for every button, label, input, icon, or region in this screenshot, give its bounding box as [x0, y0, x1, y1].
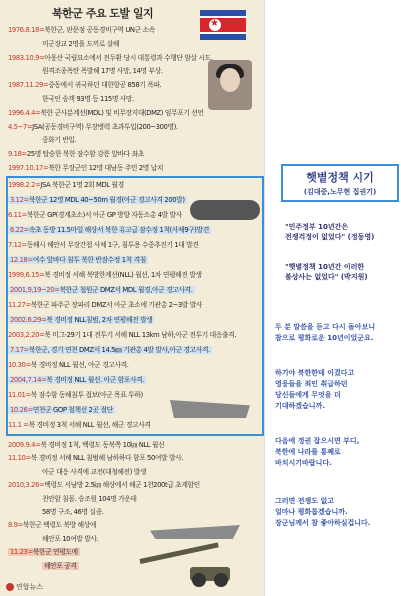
commentary-3 — [275, 436, 400, 469]
timeline-entry — [8, 81, 161, 90]
entry-date: 1998.2.2= — [8, 181, 41, 189]
entry-text: 원격조종폭탄 폭발해 17명 사망, 14명 부상. — [42, 67, 163, 76]
entry-text: 북한군 파주군 장파리 DMZ서 아군 초소에 기관총 2~3발 발사 — [30, 301, 203, 309]
entry-text: 북한군 12명 MDL 40~50m 월경(아군 경고사격 200발) — [28, 196, 185, 204]
north-korea-flag-icon: ★ — [200, 10, 246, 40]
commentary-2 — [275, 368, 400, 412]
commentary-line: 영웅들을 죄인 취급하던 — [275, 380, 348, 388]
timeline-entry — [42, 508, 104, 517]
entry-date: 1987.11.29= — [8, 81, 49, 90]
entry-text: 북 경비정 1척, 백령도 동북쪽 10㎞ NLL 월선 — [40, 441, 165, 449]
artillery-image — [140, 555, 250, 585]
entry-text: 여수 앞바다 침투 북한 반잠수정 1척 격침 — [32, 256, 146, 264]
entry-date: 11.27= — [8, 301, 31, 309]
commentary-panel — [265, 0, 401, 596]
entry-date: 4.5~7= — [8, 122, 33, 131]
timeline-entry — [8, 211, 182, 220]
entry-date: 2010,3.26= — [8, 481, 45, 490]
timeline-entry — [8, 481, 200, 490]
entry-text: 북한 군사분계선(MDL) 및 비무장지대(DMZ) 임무포기 선언 — [40, 108, 204, 117]
quote-chung — [285, 222, 401, 242]
entry-text: 북 경비정 NLL 월선. 아군 함포사격. — [46, 376, 145, 384]
commentary-line: 바치시기바랍니다. — [275, 459, 332, 467]
timeline-entry — [8, 150, 144, 159]
entry-text: 아웅산 국립묘소에서 전두환 당시 대통령과 수행단 암살 시도. — [44, 53, 213, 62]
entry-text: 북 경비정 서해 북방한계선(NLL) 월선, 1차 연평해전 발생 — [44, 271, 202, 279]
timeline-entry — [42, 95, 134, 104]
timeline-entry — [8, 301, 202, 310]
entry-date: 1996.4.4= — [8, 108, 41, 117]
timeline-entry — [8, 109, 204, 118]
commentary-line: 하기야 북한한테 이겼다고 — [275, 369, 355, 377]
timeline-entry — [42, 562, 79, 571]
quote-line: 전쟁걱정이 없었다" (정동영) — [285, 233, 375, 241]
commentary-line: 장군님께서 참 좋아하실겁니다. — [275, 519, 371, 527]
entry-text: 해안포 10여발 발사. — [42, 534, 99, 543]
entry-date: 2003,2.20= — [8, 331, 45, 339]
entry-text: 북한군 연평도에 — [32, 548, 78, 557]
portrait-image — [208, 60, 252, 110]
timeline-entry — [8, 316, 154, 325]
entry-date: 9.18= — [8, 150, 27, 159]
entry-date: 1983.10.9= — [8, 53, 45, 62]
entry-date: 2001,9,19~20= — [10, 286, 60, 294]
timeline-entry — [8, 391, 143, 400]
timeline-entry — [8, 271, 202, 280]
timeline-entry — [8, 521, 96, 530]
quote-line: "민주정부 10년간은 — [285, 223, 349, 231]
panel-title: 햇볕정책 시기 — [306, 171, 374, 184]
entry-date: 10.26= — [10, 406, 33, 414]
entry-text: 중화기 반입. — [42, 136, 77, 145]
entry-date: 6.11= — [8, 211, 27, 219]
entry-text: 아군 대응 사격에 교전(대청해전) 발생 — [42, 467, 147, 476]
entry-text: 북한 무장군인 12명 대남동 주민 2명 납치 — [48, 164, 164, 172]
timeline-entry — [8, 454, 183, 463]
entry-date: 11.23= — [10, 548, 33, 557]
entry-text: 북 경비정 NLL침범, 2차 연평해전 발생 — [46, 316, 153, 324]
entry-text: 북한군 GP(경계초소)서 아군 GP 방향 자동소총 4발 발사 — [26, 211, 182, 219]
entry-text: 북 경비정 NLL 월선, 아군 경고사격. — [30, 361, 129, 369]
commentary-1 — [275, 322, 400, 344]
commentary-line: 다음에 정권 잡으시면 부디, — [275, 437, 360, 445]
entry-text: 북한군 백령도 북방 해상에 — [22, 521, 97, 530]
timeline-entry — [42, 495, 137, 504]
timeline-entry — [8, 256, 148, 265]
timeline-entry — [8, 376, 146, 385]
entry-text: 해안포 공격 — [44, 561, 77, 570]
timeline-entry — [42, 40, 119, 49]
entry-text: 북 미그-29기 1대 전투기 서해 NLL 13km 남하,아군 전투기 대응출격. — [44, 331, 237, 339]
entry-date: 1976.8.18= — [8, 26, 45, 34]
commentary-line: 기대하겠습니까. — [275, 402, 325, 410]
panel-subtitle: (김대중,노무현 집권기) — [303, 188, 377, 196]
entry-date: 7.12= — [8, 241, 27, 249]
entry-date: 8.9= — [8, 521, 23, 530]
infographic-title: 북한군 주요 도발 일지 — [52, 7, 154, 20]
entry-date: 2009.9.4= — [8, 441, 41, 449]
entry-text: 연천군 GOP 철책선 2곳 절단 — [32, 406, 113, 414]
entry-text: 북한군 철원군 DMZ서 MDL 월경,아군 경고사격. — [59, 286, 193, 294]
timeline-entry — [8, 226, 211, 235]
entry-text: 북한군, 판문점 공동경비구역 UN군 소속 — [44, 26, 155, 34]
yonhap-logo: 연합뉴스 — [6, 582, 43, 592]
timeline-entry — [8, 331, 236, 340]
entry-text: 한국인 승객 93명 등 115명 사망. — [42, 95, 134, 103]
commentary-line: 북한에 나라를 통째로 — [275, 448, 341, 456]
timeline-entry — [8, 441, 164, 450]
timeline-entry — [8, 421, 151, 430]
timeline-entry — [8, 26, 155, 35]
commentary-4 — [275, 496, 400, 529]
entry-text: 북 잠수함 동해침투 접보(아군 목표 투하) — [30, 391, 143, 399]
quote-line: 불상사는 없었다" (박지원) — [285, 273, 368, 281]
quote-line: "햇볕정책 10년간 이러한 — [285, 263, 365, 271]
warship-image — [150, 525, 240, 539]
entry-date: 10.30= — [8, 361, 31, 369]
timeline-entry — [42, 468, 146, 477]
entry-text: 북한군, 경기 연천 DMZ서 14.5㎜ 기관총 4발 발사,아군 경고사격. — [28, 346, 210, 354]
entry-date: 11.1 = — [8, 421, 29, 429]
timeline-entry — [8, 286, 195, 295]
entry-date: 11.01= — [8, 391, 31, 399]
entry-text: 천안함 침몰. 승조원 104명 가운데 — [42, 494, 137, 503]
timeline-entry — [8, 164, 163, 173]
timeline-entry — [8, 241, 199, 250]
timeline-entry — [8, 123, 178, 132]
entry-text: 25명 탑승한 북한 잠수함 강릉 앞바다 좌초 — [26, 150, 144, 159]
timeline-entry — [8, 346, 212, 355]
timeline-entry — [8, 181, 124, 190]
commentary-line: 그러면 전쟁도 없고 — [275, 497, 334, 505]
entry-text: 58명 구조, 46명 실종. — [42, 508, 104, 516]
entry-text: 동해시 해안서 무장간첩 사체 1구, 침투용 수중추진기 1대 발견 — [26, 241, 199, 249]
entry-date: 7.17= — [10, 346, 29, 354]
commentary-line: 참으로 평화로운 10년이었군요. — [275, 334, 374, 342]
timeline-entry — [8, 406, 115, 415]
entry-date: 2004,7.14= — [10, 376, 47, 384]
entry-text: 미군장교 2명을 도끼로 살해 — [42, 39, 120, 48]
entry-date: 1997.10.17= — [8, 164, 49, 172]
entry-text: JSA 북한군 1명 2회 MDL 월경 — [40, 181, 124, 189]
entry-date: 12.18= — [10, 256, 33, 264]
commentary-line: 당신들에게 무엇을 더 — [275, 391, 341, 399]
commentary-line: 두 분 말씀을 듣고 다시 돌아보니 — [275, 323, 376, 331]
entry-text: 백령도 서남방 2.5㎞ 해상에서 해군 1천200t급 초계함인 — [44, 481, 200, 490]
entry-date: 1999,6.15= — [8, 271, 45, 279]
commentary-line: 얼마나 평화롭겠습니까. — [275, 508, 348, 516]
entry-date: 3.12= — [10, 196, 29, 204]
entry-date: 11.10= — [8, 454, 31, 463]
timeline-entry — [42, 136, 76, 145]
entry-date: 2002.6.29= — [10, 316, 47, 324]
timeline-entry — [8, 54, 213, 63]
panel-title-box — [281, 164, 399, 202]
entry-text: JSA(공동경비구역) 무장병력 초과투입(200~300명). — [32, 122, 178, 131]
timeline-entry — [8, 361, 129, 370]
timeline-entry — [8, 196, 187, 205]
entry-date: 6.22= — [10, 226, 29, 234]
timeline-entry — [42, 67, 163, 76]
entry-text: 북 경비정 서해 NLL 침범해 남하하다 함포 50여발 발사. — [30, 454, 184, 463]
timeline-entry — [8, 548, 80, 557]
quote-park — [285, 262, 401, 282]
entry-text: 속초 동방 11.5마일 해상서 북한 유고급 잠수정 1척(사체9구)발견 — [28, 226, 209, 234]
entry-text: 중동에서 귀국하던 대한항공 858기 폭파. — [48, 81, 162, 90]
entry-text: 북 경비정 3척 서해 NLL 월선, 해군 경고사격 — [28, 421, 151, 429]
timeline-entry — [42, 535, 98, 544]
